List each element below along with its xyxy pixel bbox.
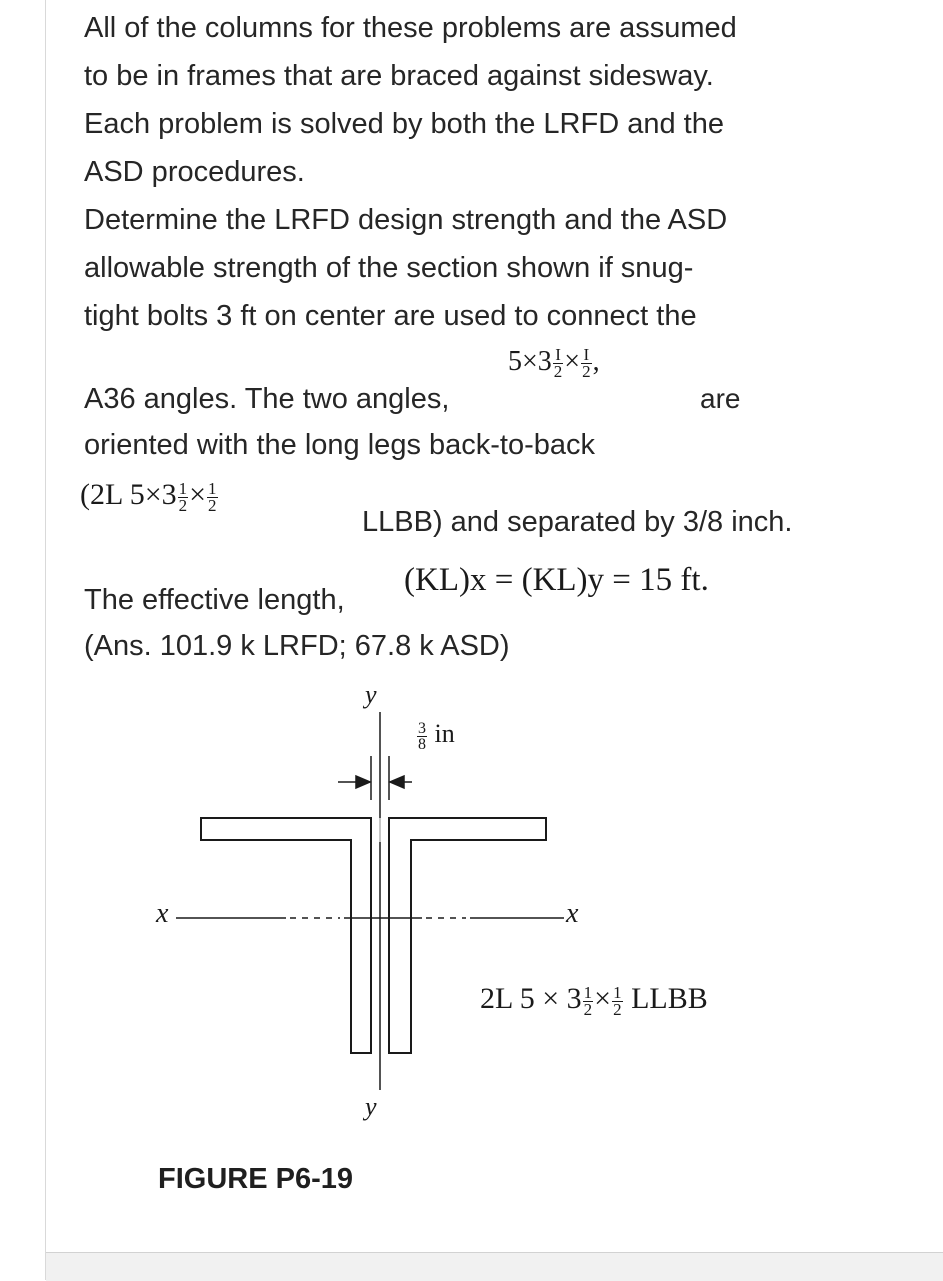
gap-arrow-right-head bbox=[390, 776, 404, 788]
gap-dimension-label bbox=[416, 719, 455, 752]
gap-unit: in bbox=[434, 719, 455, 748]
problem-line-7: tight bolts 3 ft on center are used to connect the bbox=[84, 300, 697, 332]
designation-fraction-2: $\frac{1}{2}$ bbox=[208, 478, 217, 515]
section-label-times: × bbox=[594, 982, 612, 1015]
effective-length-text: The effective length, bbox=[84, 584, 345, 616]
a36-text: A36 angles. The two angles, bbox=[84, 383, 450, 415]
section-label-prefix: 2L 5 × 3 bbox=[480, 982, 582, 1015]
designation-fraction: $\frac{1}{2}$ bbox=[178, 478, 188, 515]
answer-text: (Ans. 101.9 k LRFD; 67.8 k ASD) bbox=[84, 630, 510, 662]
effective-length-equation: (KL)x = (KL)y = 15 ft. bbox=[404, 562, 709, 598]
section-label-fraction-2: $\frac{1}{2}$ bbox=[613, 982, 622, 1019]
left-angle bbox=[201, 818, 371, 1053]
figure-caption: FIGURE P6-19 bbox=[158, 1163, 353, 1195]
section-designation-label bbox=[480, 982, 708, 1018]
problem-line-6: allowable strength of the section shown if snug- bbox=[84, 252, 694, 284]
llbb-text: LLBB) and separated by 3/8 inch. bbox=[362, 506, 793, 538]
angle-size-fraction: $\frac{I}{2}$ bbox=[553, 345, 563, 382]
section-label-fraction: $\frac{1}{2}$ bbox=[583, 982, 593, 1019]
x-axis-label-right: x bbox=[566, 898, 579, 929]
angle-size-fraction-2: $\frac{I}{2}$ bbox=[582, 345, 591, 382]
problem-line-3: Each problem is solved by both the LRFD and the bbox=[84, 108, 724, 140]
angle-size-main: 5×3 bbox=[508, 346, 552, 377]
problem-line-1: All of the columns for these problems are assumed bbox=[84, 12, 737, 44]
problem-line-4: ASD procedures. bbox=[84, 156, 305, 188]
oriented-text: oriented with the long legs back-to-back bbox=[84, 429, 596, 461]
x-axis-label-left: x bbox=[156, 898, 169, 929]
problem-line-5: Determine the LRFD design strength and the ASD bbox=[84, 204, 728, 236]
designation-times: × bbox=[189, 478, 207, 511]
y-axis-label-top: y bbox=[365, 680, 377, 709]
gap-arrow-left-head bbox=[356, 776, 370, 788]
bottom-bar bbox=[46, 1252, 943, 1281]
angle-size-comma: , bbox=[592, 346, 600, 377]
are-text: are bbox=[700, 383, 741, 414]
section-label-suffix: LLBB bbox=[631, 982, 708, 1015]
y-axis-label-bottom: y bbox=[365, 1092, 377, 1121]
problem-line-2: to be in frames that are braced against sidesway. bbox=[84, 60, 714, 92]
designation-prefix: (2L 5×3 bbox=[80, 478, 177, 511]
gap-fraction: $\frac{3}{8}$ bbox=[418, 719, 426, 753]
right-angle bbox=[389, 818, 546, 1053]
angle-size-times: × bbox=[564, 346, 581, 377]
